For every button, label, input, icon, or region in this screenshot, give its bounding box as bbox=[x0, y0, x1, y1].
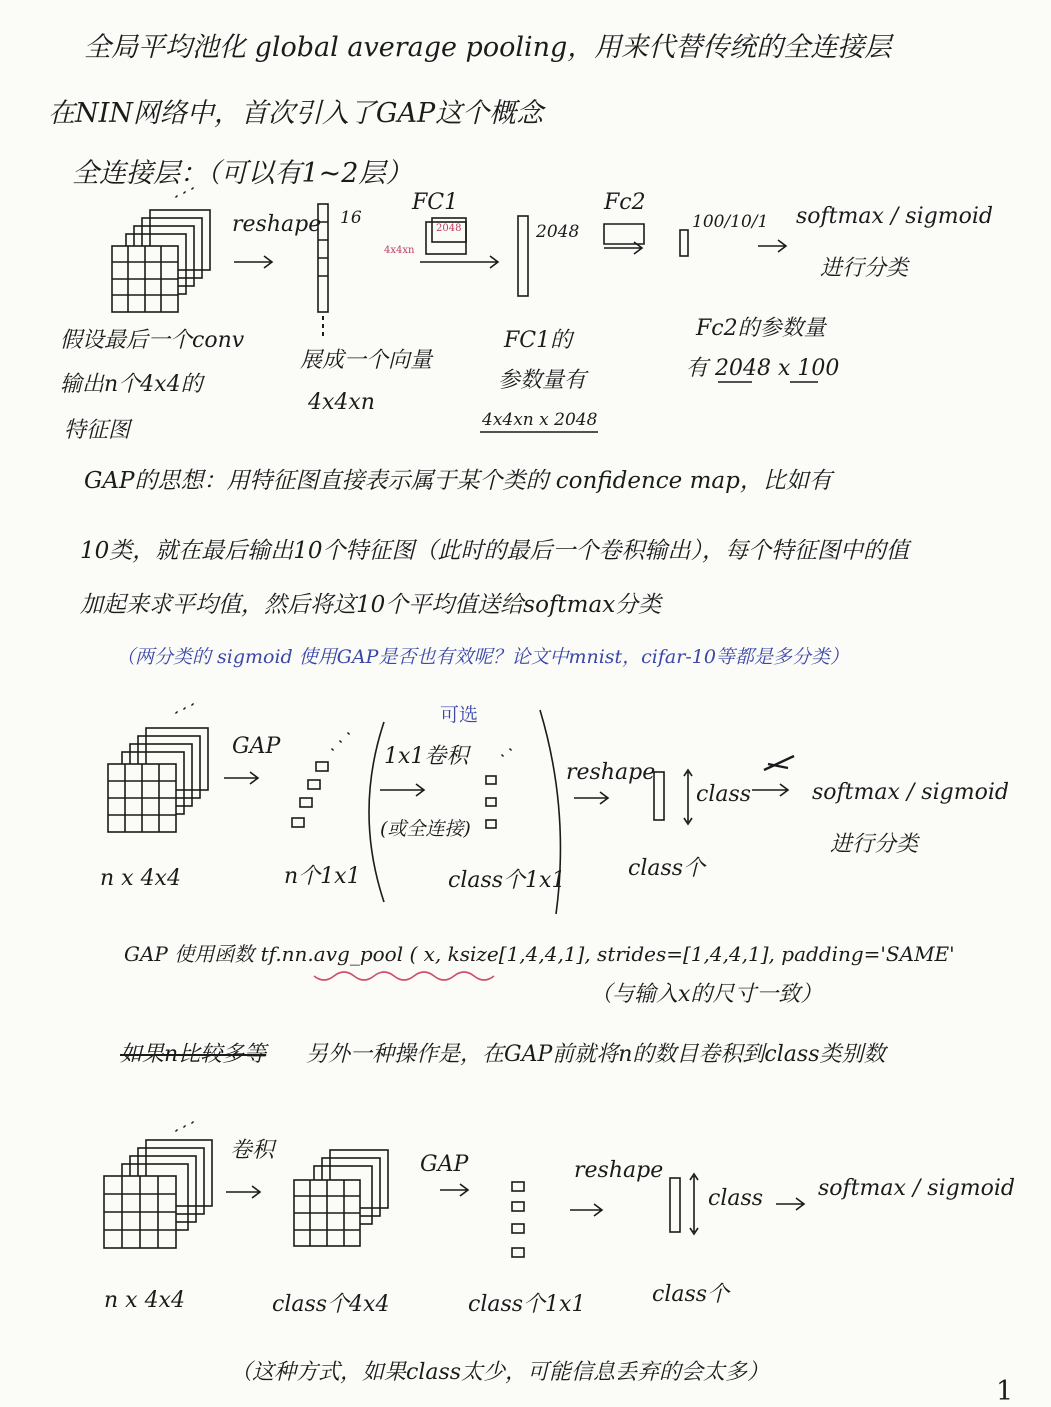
fig1-caption-maps-3: 特征图 bbox=[64, 418, 131, 443]
fig1-len2048: 2048 bbox=[536, 222, 580, 242]
fig1-softmax: softmax / sigmoid bbox=[796, 204, 993, 229]
fig2-caption-a: n x 4x4 bbox=[100, 866, 181, 891]
fig1-fc1-in: 4x4xn bbox=[384, 245, 415, 256]
fig3-reshape-label: reshape bbox=[574, 1158, 664, 1183]
fig1-caption-maps-1: 假设最后一个conv bbox=[60, 328, 245, 353]
fig3-conv-label: 卷积 bbox=[230, 1138, 275, 1163]
fig2-conv1x1-label: 1x1卷积 bbox=[384, 744, 469, 769]
fig1-caption-maps-2: 输出n个4x4的 bbox=[60, 372, 203, 397]
func-line-1: GAP 使用函数 tf.nn.avg_pool ( x, ksize[1,4,4,1], strides=[1,4,4,1], padding='SAME' bbox=[124, 942, 955, 966]
fig1-caption-fc1-1: FC1的 bbox=[504, 328, 573, 353]
fig1-fc2-label: Fc2 bbox=[604, 190, 646, 215]
fig1-len100: 100/10/1 bbox=[692, 212, 769, 232]
alt-text: 另外一种操作是，在GAP前就将n的数目卷积到class类别数 bbox=[306, 1042, 886, 1067]
fig2-class-label: class bbox=[696, 782, 752, 807]
alt-struck-text: 如果n比较多等 bbox=[120, 1042, 267, 1067]
fig2-softmax: softmax / sigmoid bbox=[812, 780, 1009, 805]
nin-line: 在NIN网络中，首次引入了GAP这个概念 bbox=[48, 98, 544, 129]
fig1-caption-fc1-2: 参数量有 bbox=[498, 368, 587, 393]
fig1-len16: 16 bbox=[340, 208, 362, 228]
fig1-reshape-label: reshape bbox=[232, 212, 322, 237]
fig3-softmax: softmax / sigmoid bbox=[818, 1176, 1015, 1201]
fig1-fc1-label: FC1 bbox=[412, 190, 459, 215]
footer-note: （这种方式，如果class太少，可能信息丢弃的会太多） bbox=[230, 1360, 770, 1385]
fig2-gap-label: GAP bbox=[232, 734, 281, 759]
gap-idea-line-3: 加起来求平均值，然后将这10个平均值送给softmax分类 bbox=[80, 592, 662, 618]
fig3-class-label: class bbox=[708, 1186, 764, 1211]
fig2-caption-b: n个1x1 bbox=[284, 864, 361, 889]
page-number: 1 bbox=[996, 1376, 1014, 1407]
fig2-caption-d: class个 bbox=[628, 856, 706, 881]
fc-heading: 全连接层：（可以有1~2层） bbox=[72, 158, 413, 189]
func-line-2: （与输入x的尺寸一致） bbox=[590, 982, 823, 1007]
fig1-caption-vec-2: 4x4xn bbox=[308, 390, 375, 415]
fig2-or-fc-label: (或全连接) bbox=[380, 818, 471, 840]
fig1-caption-fc2-1: Fc2的参数量 bbox=[696, 316, 826, 341]
fig1-caption-fc1-3: 4x4xn x 2048 bbox=[482, 410, 598, 430]
fig2-caption-c: class个1x1 bbox=[448, 868, 566, 893]
fig1-fc1-out: 2048 bbox=[436, 223, 462, 234]
fig2-classify: 进行分类 bbox=[830, 832, 919, 857]
title-line: 全局平均池化 global average pooling，用来代替传统的全连接层 bbox=[84, 32, 892, 63]
gap-idea-line-2: 10类，就在最后输出10个特征图（此时的最后一个卷积输出），每个特征图中的值 bbox=[80, 538, 910, 564]
fig3-caption-d: class个 bbox=[652, 1282, 730, 1307]
fig3-caption-c: class个1x1 bbox=[468, 1292, 586, 1317]
fig1-caption-fc2-2: 有 2048 x 100 bbox=[686, 356, 840, 381]
fig1-caption-vec-1: 展成一个向量 bbox=[300, 348, 433, 373]
fig2-reshape-label: reshape bbox=[566, 760, 656, 785]
fig1-classify: 进行分类 bbox=[820, 256, 909, 281]
fig3-caption-b: class个4x4 bbox=[272, 1292, 390, 1317]
gap-idea-note: （两分类的 sigmoid 使用GAP是否也有效呢？论文中mnist，cifar-10等都是多分类） bbox=[116, 646, 849, 668]
fig2-optional-label: 可选 bbox=[440, 704, 479, 726]
fig3-gap-label: GAP bbox=[420, 1152, 469, 1177]
fig3-caption-a: n x 4x4 bbox=[104, 1288, 185, 1313]
gap-idea-line-1: GAP的思想：用特征图直接表示属于某个类的 confidence map，比如有 bbox=[84, 468, 832, 494]
